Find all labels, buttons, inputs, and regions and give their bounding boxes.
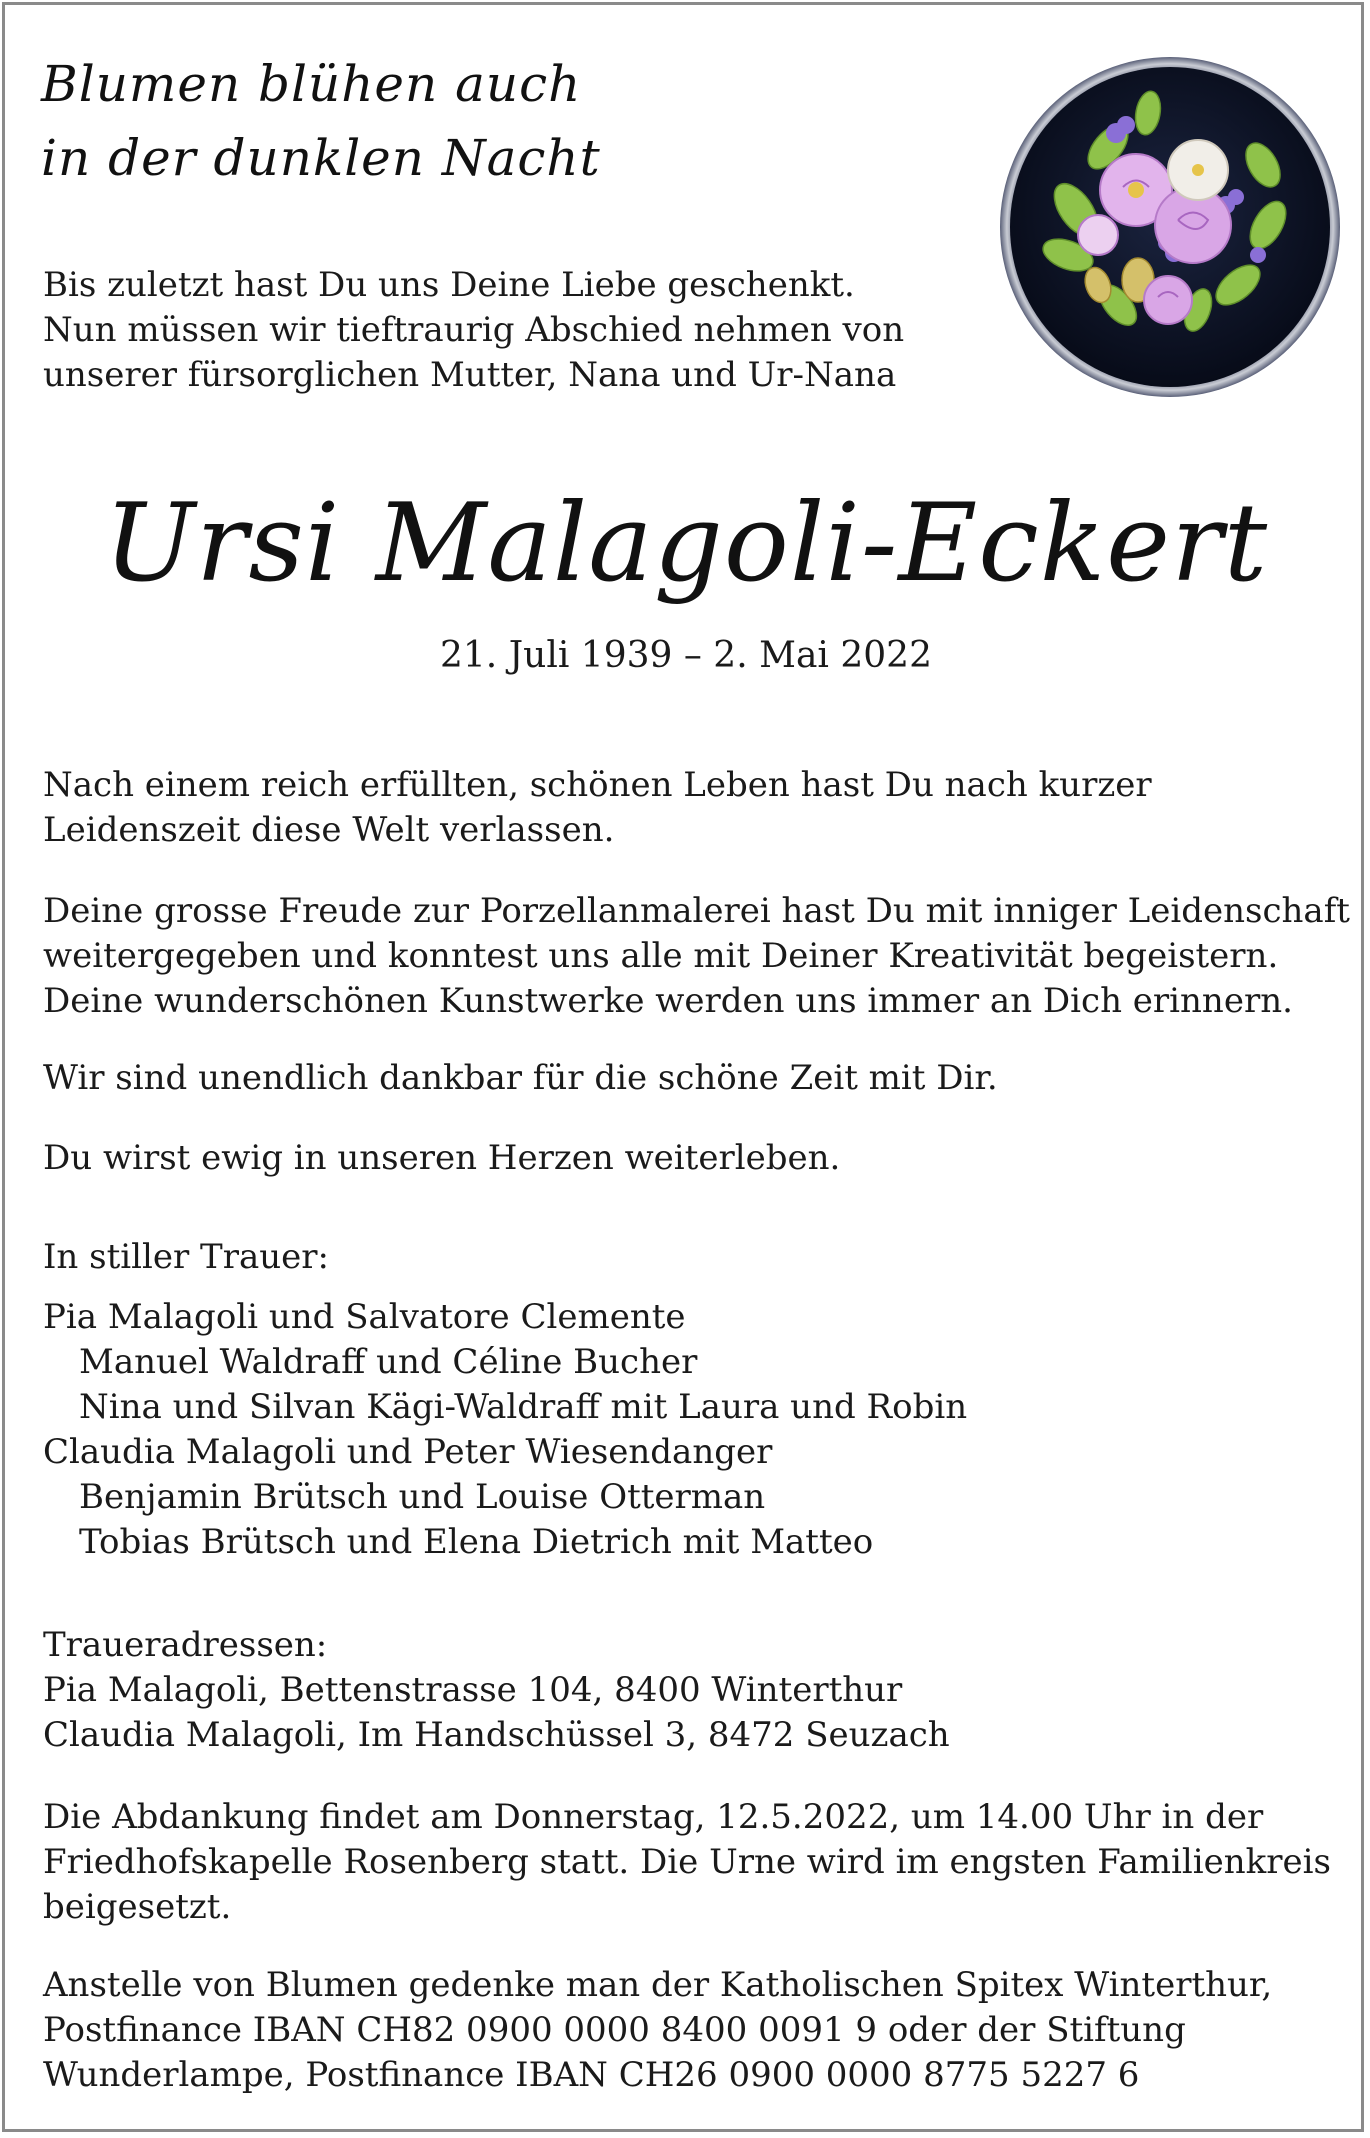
mourner-line: Nina und Silvan Kägi-Waldraff mit Laura und Robin <box>79 1387 968 1427</box>
address-line: Pia Malagoli, Bettenstrasse 104, 8400 Winterthur <box>43 1670 903 1710</box>
text-line: weitergegeben und konntest uns alle mit Deiner Kreativität begeistern. <box>43 936 1279 976</box>
intro-line: Bis zuletzt hast Du uns Deine Liebe geschenkt. <box>43 265 855 305</box>
paragraph-life <box>43 763 1152 853</box>
intro-line: Nun müssen wir tieftraurig Abschied nehmen von <box>43 310 905 350</box>
painted-porcelain-plate <box>998 55 1343 400</box>
text-line: Wunderlampe, Postfinance IBAN CH26 0900 0000 8775 5227 6 <box>43 2055 1140 2095</box>
text-line: Du wirst ewig in unseren Herzen weiterleben. <box>43 1138 841 1178</box>
paragraph-gratitude <box>43 1056 998 1101</box>
deceased-name: Ursi Malagoli-Eckert <box>103 481 1269 606</box>
text-line: Anstelle von Blumen gedenke man der Katholischen Spitex Winterthur, <box>43 1965 1273 2005</box>
mourner-line: Claudia Malagoli und Peter Wiesendanger <box>43 1432 773 1472</box>
text-line: Die Abdankung findet am Donnerstag, 12.5.2022, um 14.00 Uhr in der <box>43 1797 1264 1837</box>
intro-text <box>43 263 904 398</box>
mourners-heading <box>43 1235 329 1280</box>
intro-line: unserer fürsorglichen Mutter, Nana und Ur-Nana <box>43 355 897 395</box>
text-line: beigesetzt. <box>43 1887 232 1927</box>
life-dates: 21. Juli 1939 – 2. Mai 2022 <box>440 635 932 676</box>
motto-line: in der dunklen Nacht <box>41 129 601 187</box>
ceremony-notice <box>43 1795 1331 1930</box>
motto-line: Blumen blühen auch <box>41 55 582 113</box>
text-line: Traueradressen: <box>43 1625 328 1665</box>
text-line: In stiller Trauer: <box>43 1237 329 1277</box>
mourner-line: Pia Malagoli und Salvatore Clemente <box>43 1297 686 1337</box>
mourning-addresses <box>43 1623 950 1758</box>
mourners-list <box>43 1295 967 1565</box>
paragraph-hearts <box>43 1136 840 1181</box>
text-line: Deine wunderschönen Kunstwerke werden uns immer an Dich erinnern. <box>43 981 1293 1021</box>
motto <box>41 47 601 195</box>
address-line: Claudia Malagoli, Im Handschüssel 3, 8472 Seuzach <box>43 1715 950 1755</box>
text-line: Postfinance IBAN CH82 0900 0000 8400 0091 9 oder der Stiftung <box>43 2010 1186 2050</box>
text-line: Nach einem reich erfüllten, schönen Leben hast Du nach kurzer <box>43 765 1152 805</box>
mourner-line: Benjamin Brütsch und Louise Otterman <box>79 1477 766 1517</box>
donation-notice <box>43 1963 1272 2098</box>
mourner-line: Tobias Brütsch und Elena Dietrich mit Matteo <box>79 1522 874 1562</box>
text-line: Friedhofskapelle Rosenberg statt. Die Urne wird im engsten Familienkreis <box>43 1842 1331 1882</box>
text-line: Wir sind unendlich dankbar für die schöne Zeit mit Dir. <box>43 1058 998 1098</box>
mourner-line: Manuel Waldraff und Céline Bucher <box>79 1342 698 1382</box>
obituary-card <box>2 2 1364 2132</box>
text-line: Leidenszeit diese Welt verlassen. <box>43 810 615 850</box>
text-line: Deine grosse Freude zur Porzellanmalerei hast Du mit inniger Leidenschaft <box>43 891 1350 931</box>
paragraph-porcelain <box>43 889 1350 1024</box>
